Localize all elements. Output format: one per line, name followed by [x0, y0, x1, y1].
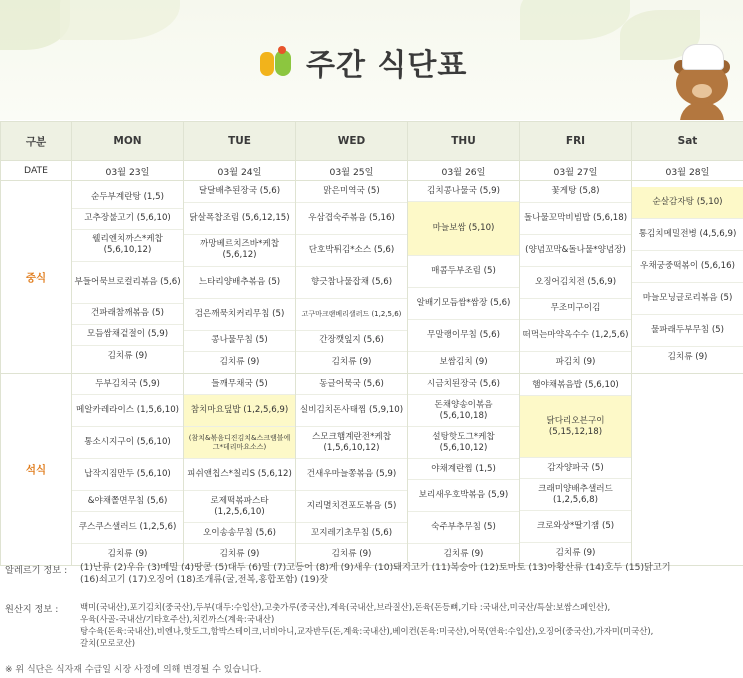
menu-item: 건파래참깨볶음 (5): [72, 304, 183, 325]
menu-item: 향긋참나물잡채 (5,6): [296, 267, 407, 299]
leaf-decoration: [60, 0, 180, 40]
menu-item: 물파래두부무침 (5): [632, 315, 743, 347]
menu-item: 통김치메밀전병 (4,5,6,9): [632, 219, 743, 251]
menu-item: 마늘보쌈 (5,10): [408, 202, 519, 256]
menu-item: 모듬쌈채겉절이 (5,9): [72, 325, 183, 346]
menu-cell: [296, 181, 408, 374]
day-header: MON: [72, 122, 184, 161]
menu-item: 우채궁중떡볶이 (5,6,16): [632, 251, 743, 283]
menu-item: 닭다리오븐구이 (5,15,12,18): [520, 396, 631, 458]
menu-cell: [520, 374, 632, 566]
menu-cell: [520, 181, 632, 374]
menu-item: 김치류 (9): [555, 548, 596, 558]
menu-item: 고구마크랜베리샐러드 (1,2,5,6): [296, 299, 407, 331]
menu-item: 느타리양배추볶음 (5): [184, 267, 295, 299]
menu-item: 파김치 (9): [555, 356, 596, 367]
lunch-row: [1, 181, 743, 374]
menu-cell: [72, 374, 184, 566]
menu-item: 떠먹는마약옥수수 (1,2,5,6): [520, 320, 631, 352]
menu-item: 크래미양배추샐러드 (1,2,5,6,8): [520, 479, 631, 511]
menu-item: 햄야채볶음밥 (5,6,10): [520, 375, 631, 396]
menu-item: 꼬지레기초무침 (5,6): [296, 523, 407, 544]
date-cell: 03월 25일: [296, 161, 408, 181]
menu-item: 오징어김치전 (5,6,9): [520, 267, 631, 299]
menu-item: 동글어묵국 (5,6): [296, 374, 407, 395]
menu-item: 무말랭이무침 (5,6): [408, 320, 519, 352]
allergy-line: (1)난류 (2)우유 (3)메밀 (4)땅콩 (5)대두 (6)밀 (7)고등어 (8)게 (9)새우 (10)돼지고기 (11)복숭아 (12)토마토 (13)아황산류 (14)호두 (15)닭고기: [80, 562, 671, 573]
origin-line: 우육(사골-국내산/기타호주산),치킨까스(계육:국내산): [80, 614, 275, 624]
menu-item: 김치류 (9): [331, 549, 372, 559]
date-row: [1, 161, 743, 181]
menu-item: 김치류 (9): [667, 351, 708, 362]
origin-line: 탕수육(돈육:국내산),비엔나,핫도그,함박스테이크,너비아니,교자반두(돈,계육:국내산),베이컨(돈육:미국산),어묵(연육:수입산),오징어(중국산),가자미(미국산),: [80, 626, 654, 636]
menu-item: 김치류 (9): [219, 356, 260, 367]
header-row: [1, 122, 743, 161]
menu-cell: [72, 181, 184, 374]
allergy-label: 알레르기 정보 :: [5, 565, 68, 576]
menu-cell: [184, 374, 296, 566]
dinner-row: [1, 374, 743, 566]
menu-item: 들깨무채국 (5): [184, 374, 295, 395]
menu-item: 웰리엔치까스*케찹 (5,6,10,12): [72, 230, 183, 262]
day-header: TUE: [184, 122, 296, 161]
menu-item: 매콤두부조림 (5): [408, 256, 519, 288]
menu-item: 피쉬앤칩스*칠리S (5,6,12): [184, 459, 295, 491]
day-header: THU: [408, 122, 520, 161]
menu-item: 크로와상*딸기잼 (5): [520, 511, 631, 543]
menu-item: 알배기모듬쌈*쌈장 (5,6): [408, 288, 519, 320]
menu-item: 김치류 (9): [219, 549, 260, 559]
day-header: WED: [296, 122, 408, 161]
column-label: 구분: [1, 122, 72, 161]
menu-cell: [184, 181, 296, 374]
origin-label: 원산지 정보 :: [5, 604, 59, 615]
menu-item: 보리새우호박볶음 (5,9): [408, 480, 519, 512]
bear-chef-icon: [670, 44, 734, 120]
menu-item: 맑은미역국 (5): [296, 182, 407, 203]
menu-item: 로제떡볶파스타 (1,2,5,6,10): [184, 491, 295, 523]
logo-icon: [258, 44, 294, 80]
menu-item: 보쌈김치 (9): [439, 357, 488, 367]
menu-item: 꽃게탕 (5,8): [520, 182, 631, 203]
origin-line: 백미(국내산),포기김치(중국산),두부(대두:수입산),고춧가루(중국산),계육(국내산,브라질산),돈육(돈등뼈,기타 :국내산,미국산/특살:보쌈스페인산),: [80, 602, 611, 612]
menu-cell-empty: [632, 374, 743, 566]
menu-item: 무조미구이김: [520, 299, 631, 320]
menu-item: 달달배추된장국 (5,6): [184, 182, 295, 203]
dinner-label: 석식: [1, 374, 72, 566]
menu-item: 돈채양송이볶음 (5,6,10,18): [408, 395, 519, 427]
date-label: DATE: [1, 161, 72, 181]
menu-table: [0, 121, 743, 566]
menu-item: 김치콩나물국 (5,9): [408, 181, 519, 202]
header-banner: [0, 0, 743, 120]
menu-cell: [408, 374, 520, 566]
menu-item: 우삼겹숙주볶음 (5,16): [296, 203, 407, 235]
menu-item: 참치마요덮밥 (1,2,5,6,9): [184, 395, 295, 427]
menu-item: 납작지짐만두 (5,6,10): [72, 459, 183, 491]
menu-item: 설탕핫도그*케찹 (5,6,10,12): [408, 427, 519, 459]
menu-item: 단호박튀김*소스 (5,6): [296, 235, 407, 267]
menu-item: 쿠스쿠스샐러드 (1,2,5,6): [72, 512, 183, 544]
menu-item: 시금치된장국 (5,6): [408, 374, 519, 395]
menu-item: 돌나물꼬막비빔밥 (5,6,18): [520, 203, 631, 235]
date-cell: 03월 28일: [632, 161, 743, 181]
menu-item: 감자양파국 (5): [520, 458, 631, 479]
menu-cell: [408, 181, 520, 374]
menu-cell: [296, 374, 408, 566]
date-cell: 03월 24일: [184, 161, 296, 181]
lunch-label: 중식: [1, 181, 72, 374]
menu-item: 고추장불고기 (5,6,10): [72, 209, 183, 230]
menu-cell: [632, 181, 743, 374]
date-cell: 03월 27일: [520, 161, 632, 181]
menu-item: (양념꼬막&돌나물*양념장): [520, 235, 631, 267]
menu-item: 스모크햄계란전*케찹 (1,5,6,10,12): [296, 427, 407, 459]
menu-item: 검은깨묵치커리무침 (5): [184, 299, 295, 331]
menu-item: 두부김치국 (5,9): [72, 374, 183, 395]
menu-item: &야채쫄면무침 (5,6): [72, 491, 183, 512]
menu-item: 마늘모닝글로리볶음 (5): [632, 283, 743, 315]
origin-line: 갈치(모로코산): [80, 638, 136, 648]
menu-item: 통소시지구이 (5,6,10): [72, 427, 183, 459]
menu-item: 실비김치돈사태찜 (5,9,10): [296, 395, 407, 427]
leaf-decoration: [520, 0, 630, 40]
menu-item: 오이송송무침 (5,6): [184, 523, 295, 544]
menu-item: 닭살폭찹조림 (5,6,12,15): [184, 203, 295, 235]
menu-item: 순두부계란탕 (1,5): [72, 188, 183, 209]
menu-item: 김치류 (9): [107, 549, 148, 559]
allergy-line: (16)쇠고기 (17)오징어 (18)조개류(굴,전복,홍합포함) (19)잣: [80, 574, 329, 585]
menu-item: 콩나물무침 (5): [184, 331, 295, 352]
date-cell: 03월 23일: [72, 161, 184, 181]
page-title: 주간 식단표: [306, 48, 468, 83]
menu-item: 순살감자탕 (5,10): [632, 187, 743, 219]
menu-item: 숙주부추무침 (5): [408, 512, 519, 544]
date-cell: 03월 26일: [408, 161, 520, 181]
day-header: Sat: [632, 122, 743, 161]
menu-item: 메알카레라이스 (1,5,6,10): [72, 395, 183, 427]
menu-item: 야채계란찜 (1,5): [408, 459, 519, 480]
menu-item: 간장깻잎지 (5,6): [296, 331, 407, 352]
menu-item: (참치&볶음디진김치&스크램블에그*데리마요소스): [184, 427, 295, 459]
menu-item: 김치류 (9): [443, 549, 484, 559]
day-header: FRI: [520, 122, 632, 161]
menu-item: 김치류 (9): [107, 350, 148, 361]
menu-item: 김치류 (9): [331, 356, 372, 367]
menu-item: 부들어묵브로컬리볶음 (5,6): [72, 262, 183, 304]
menu-item: 까망베르치즈바*케찹 (5,6,12): [184, 235, 295, 267]
menu-item: 지리멸치견포도볶음 (5): [296, 491, 407, 523]
footnote: ※ 위 식단은 식자재 수급일 시장 사정에 의해 변경될 수 있습니다.: [5, 665, 262, 675]
menu-item: 건새우마늘쫑볶음 (5,9): [296, 459, 407, 491]
